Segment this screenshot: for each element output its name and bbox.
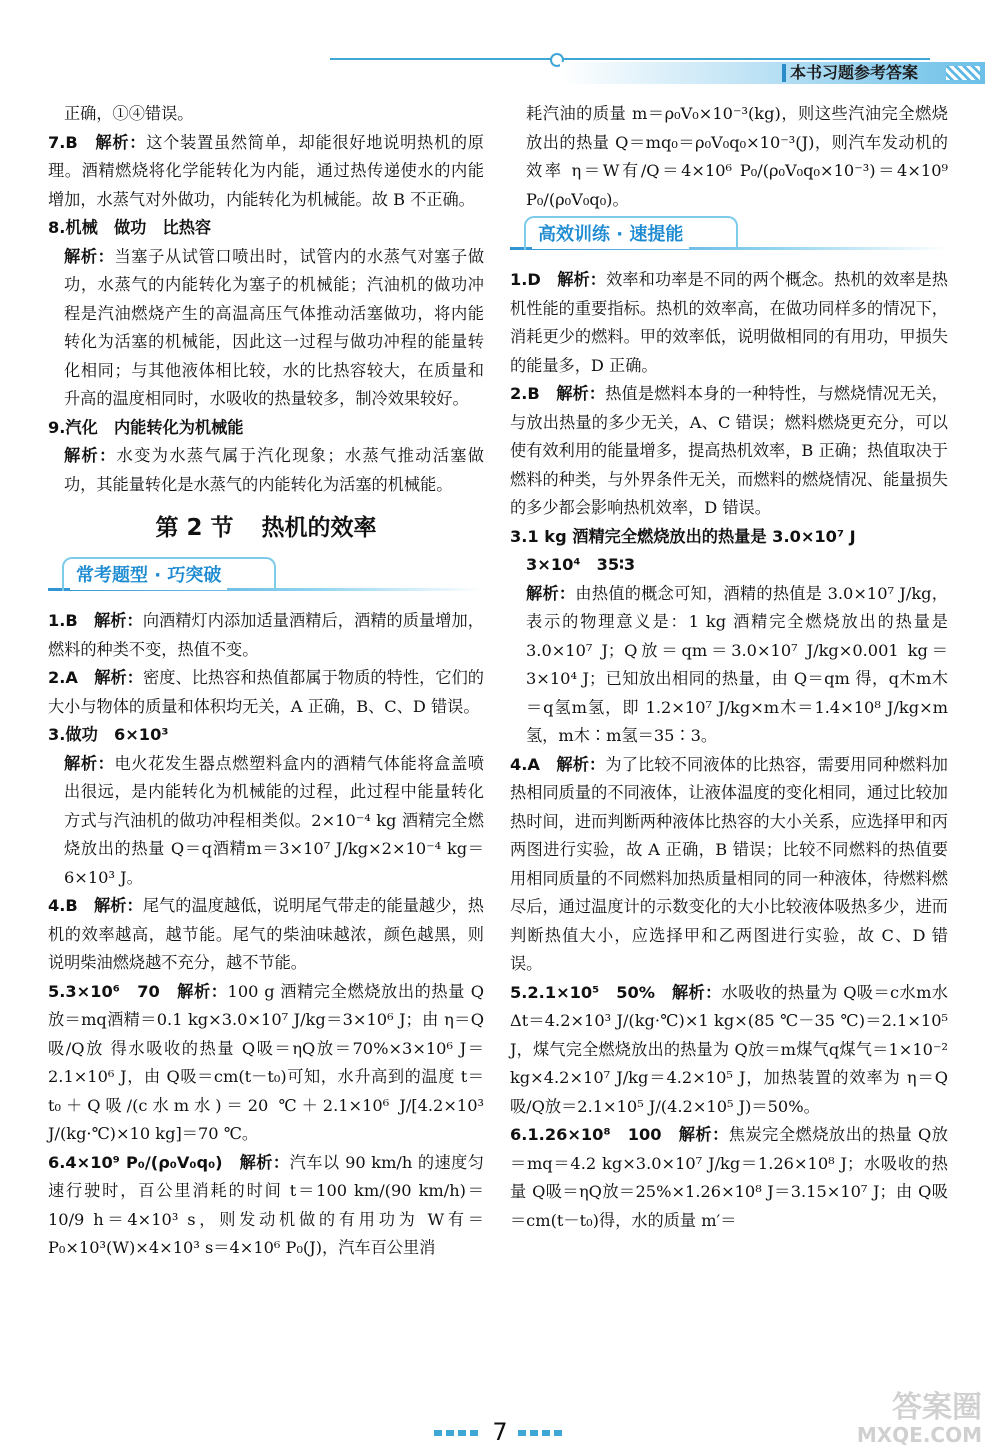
answer-2-5-head: 5.3×10⁶ 70 解析： — [48, 981, 228, 1001]
answer-2-2-body: 密度、比热容和热值都属于物质的特性，它们的大小与物体的质量和体积均无关，A 正确，B、C、D 错误。 — [48, 668, 484, 716]
answer-9 — [48, 442, 484, 499]
answer-3-3 — [510, 580, 948, 751]
answer-2-5 — [48, 978, 484, 1149]
banner-label: 常考题型 · 巧突破 — [70, 562, 227, 590]
header-stripes-ornament — [946, 66, 980, 80]
banner-common-types — [48, 557, 484, 597]
watermark-bottom: MXQE.COM — [856, 1423, 982, 1447]
answer-3-3-head-2: 3×10⁴ 35∶3 — [526, 555, 636, 574]
answer-2-3 — [48, 750, 484, 893]
answer-9-head: 9.汽化 内能转化为机械能 — [48, 417, 244, 437]
header-bar — [560, 62, 985, 84]
answer-3-1-body: 效率和功率是不同的两个概念。热机的效率是热机性能的重要指标。热机的效率高，在做功同样多的情况下，消耗更少的燃料。甲的效率低，说明做相同的有用功，甲损失的能量多，D 正确。 — [510, 270, 948, 375]
answer-3-6-head: 6.1.26×10⁸ 100 解析： — [510, 1125, 729, 1144]
answer-3-2-body: 热值是燃料本身的一种特性，与燃烧情况无关，与放出热量的多少无关，A、C 错误；燃料燃烧更充分，可以使有效利用的能量增多，提高热机效率，B 正确；热值取决于燃料的种类，与外界条件无关，而燃料的燃烧情况、能量损失的多少都会影响热机效率，D 错误。 — [510, 384, 948, 517]
answer-2-6-continued: 耗汽油的质量 m＝ρ₀V₀×10⁻³(kg)，则这些汽油完全燃烧放出的热量 Q＝mq₀＝ρ₀V₀q₀×10⁻³(J)，则汽车发动机的效率 η＝W有/Q＝4×10⁶ P₀/(ρ₀V₀q₀×10⁻³)＝4×10⁹ P₀/(ρ₀V₀q₀)。 — [526, 104, 948, 209]
answer-3-3-head: 3.1 kg 酒精完全燃烧放出的热量是 3.0×10⁷ J — [510, 526, 856, 546]
answer-3-1-head: 1.D 解析： — [510, 270, 607, 289]
answer-3-3-body: 由热值的概念可知，酒精的热值是 3.0×10⁷ J/kg，表示的物理意义是：1 kg 酒精完全燃烧放出的热量是 3.0×10⁷ J；Q放＝qm＝3.0×10⁷ J/kg×0.001 kg＝3×10⁴ J；已知放出相同的热量，由 Q＝qm 得，q木m木＝q氢m氢，即 1.2×10⁷ J/kg×m木＝1.4×10⁸ J/kg×m氢，m木∶m氢＝35∶3。 — [526, 583, 948, 745]
answer-2-3-head: 3.做功 6×10³ — [48, 725, 169, 744]
answer-3-5-body: 水吸收的热量为 Q吸＝c水m水Δt＝4.2×10³ J/(kg·℃)×1 kg×(85 ℃－35 ℃)＝2.1×10⁵ J，煤气完全燃烧放出的热量为 Q放＝m煤气q煤气＝1×10⁻² kg×4.2×10⁷ J/kg＝4.2×10⁵ J，加热装置的效率为 η＝Q吸/Q放＝2.1×10⁵ J/(4.2×10⁵ J)＝50%。 — [510, 982, 948, 1116]
answer-3-6-body: 焦炭完全燃烧放出的热量 Q放＝mq＝4.2 kg×3.0×10⁷ J/kg＝1.26×10⁸ J；水吸收的热量 Q吸＝ηQ放＝25%×1.26×10⁸ J＝3.15×10⁷ J；由 Q吸＝cm(t－t₀)得，水的质量 m′＝ — [510, 1125, 948, 1230]
answer-7 — [48, 129, 484, 215]
answer-2-1 — [48, 607, 484, 664]
answer-8-body: 当塞子从试管口喷出时，试管内的水蒸气对塞子做功，水蒸气的内能转化为塞子的机械能；汽油机的做功冲程是汽油燃烧产生的高温高压气体推动活塞做功，将内能转化为活塞的机械能，因此这一过程与做功冲程的能量转化相同；与其他液体相比较，水的比热容较大，在质量和升高的温度相同时，水吸收的热量较多，制冷效果较好。 — [64, 246, 485, 408]
answer-2-3-body: 电火花发生器点燃塑料盒内的酒精气体能将盒盖喷出很远，是内能转化为机械能的过程，此过程中能量转化方式与汽油机的做功冲程相类似。2×10⁻⁴ kg 酒精完全燃烧放出的热量 Q＝q酒精m＝3×10⁷ J/kg×2×10⁻⁴ kg＝6×10³ J。 — [64, 753, 485, 887]
answer-2-1-head: 1.B 解析： — [48, 611, 143, 630]
banner-efficient-training — [510, 216, 948, 256]
answer-3-2-head: 2.B 解析： — [510, 384, 606, 403]
watermark-top: 答案圈 — [892, 1390, 982, 1425]
answer-2-4-head: 4.B 解析： — [48, 896, 143, 915]
section-number: 第 2 节 — [155, 515, 234, 541]
answer-2-1-body: 向酒精灯内添加适量酒精后，酒精的质量增加，燃料的种类不变，热值不变。 — [48, 611, 484, 659]
footer-dots-right — [518, 1430, 566, 1436]
answer-3-3-label: 解析： — [526, 583, 576, 603]
watermark-logo — [857, 1392, 982, 1446]
answer-2-6-head: 6.4×10⁹ P₀/(ρ₀V₀q₀) 解析： — [48, 1152, 290, 1172]
answer-2-6 — [48, 1149, 484, 1263]
answer-8-label: 解析： — [64, 246, 115, 266]
header-rule — [330, 58, 930, 60]
q6-prev-conclusion: 正确，①④错误。 — [64, 104, 194, 123]
answer-2-2-head: 2.A 解析： — [48, 668, 143, 687]
answer-8-head: 8.机械 做功 比热容 — [48, 218, 212, 237]
answer-3-5-head: 5.2.1×10⁵ 50% 解析： — [510, 982, 722, 1002]
answer-3-4-body: 为了比较不同液体的比热容，需要用同种燃料加热相同质量的不同液体，让液体温度的变化相同，通过比较加热时间，进而判断两种液体比热容的大小关系，应选择甲和丙两图进行实验，故 A 正确，B 错误；比较不同燃料的热值要用相同质量的不同燃料加热质量相同的同一种液体，待燃料燃尽后，通过温度计的示数变化的大小比较液体吸热多少，进而判断热值大小，应选择甲和乙两图进行实验，故 C、D 错误。 — [510, 754, 948, 973]
answer-2-5-body: 100 g 酒精完全燃烧放出的热量 Q放＝mq酒精＝0.1 kg×3.0×10⁷ J/kg＝3×10⁶ J；由 η＝Q吸/Q放 得水吸收的热量 Q吸＝ηQ放＝70%×3×10⁶ J＝2.1×10⁶ J，由 Q吸＝cm(t－t₀)可知，水升高到的温度 t＝t₀＋Q吸/(c水m水)＝20 ℃＋2.1×10⁶ J/[4.2×10³ J/(kg·℃)×10 kg]＝70 ℃。 — [48, 981, 485, 1143]
answer-2-4 — [48, 892, 484, 978]
answer-3-2 — [510, 380, 948, 523]
right-column — [510, 100, 948, 1235]
header-tick-ornament — [782, 64, 786, 82]
left-column — [48, 100, 484, 1263]
answer-2-3-label: 解析： — [64, 753, 115, 773]
answer-3-4-head: 4.A 解析： — [510, 754, 606, 774]
answer-2-6-body: 汽车以 90 km/h 的速度匀速行驶时，百公里消耗的时间 t＝100 km/(90 km/h)＝10/9 h＝4×10³ s，则发动机做的有用功为 W有＝P₀×10³(W)×4×10³ s＝4×10⁶ P₀(J)，汽车百公里消 — [48, 1152, 484, 1257]
page-number: 7 — [492, 1418, 508, 1446]
answer-9-label: 解析： — [64, 446, 117, 465]
page-footer — [0, 1418, 1000, 1446]
answer-3-5 — [510, 979, 948, 1122]
answer-9-body: 水变为水蒸气属于汽化现象；水蒸气推动活塞做功，其能量转化是水蒸气的内能转化为活塞的机械能。 — [64, 446, 484, 494]
footer-dots-left — [434, 1430, 482, 1436]
answer-2-2 — [48, 664, 484, 721]
answer-7-body: 这个装置虽然简单，却能很好地说明热机的原理。酒精燃烧将化学能转化为内能，通过热传递使水的内能增加，水蒸气对外做功，内能转化为机械能。故 B 不正确。 — [48, 132, 484, 209]
answer-3-1 — [510, 266, 948, 380]
banner-label: 高效训练 · 速提能 — [532, 221, 689, 249]
answer-7-head: 7.B 解析： — [48, 132, 147, 152]
header-title: 本书习题参考答案 — [790, 63, 919, 82]
answer-8 — [48, 243, 484, 414]
section-heading — [48, 503, 484, 553]
answer-2-4-body: 尾气的温度越低，说明尾气带走的能量越少，热机的效率越高，越节能。尾气的柴油味越浓，颜色越黑，则说明柴油燃烧越不充分，越不节能。 — [48, 896, 484, 972]
section-title: 热机的效率 — [261, 515, 377, 541]
answer-3-6 — [510, 1121, 948, 1235]
answer-3-4 — [510, 751, 948, 979]
